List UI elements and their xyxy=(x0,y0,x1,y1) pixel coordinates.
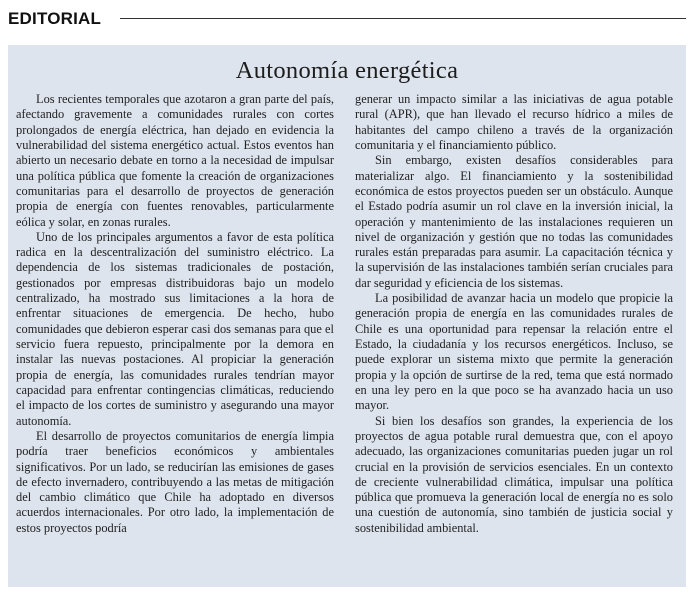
paragraph: Los recientes temporales que azotaron a gran parte del país, afectando gravemente a comunidades rurales con cortes prolongados de energía eléctrica, han dejado en evidencia la vulnerabilidad del sistema energético actual. Estos eventos han abierto un necesario debate en torno a la necesidad de impulsar una política pública que fomente la creación de organizaciones comunitarias para el desarrollo de proyectos de generación propia de energía con fuentes renovables, particularmente eólica y solar, en zonas rurales. xyxy=(16,92,334,229)
paragraph: El desarrollo de proyectos comunitarios de energía limpia podría traer beneficios económicos y ambientales significativos. Por un lado, se reducirían las emisiones de gases de efecto invernadero, contribuyendo a las metas de mitigación del cambio climático que Chile ha adoptado en diversos acuerdos internacionales. Por otro lado, la implementación de estos proyectos podría xyxy=(16,428,334,535)
left-column xyxy=(16,92,334,536)
right-column xyxy=(355,92,673,536)
section-rule xyxy=(120,18,686,19)
paragraph: La posibilidad de avanzar hacia un modelo que propicie la generación propia de energía en las comunidades rurales de Chile es una oportunidad para repensar la relación entre el Estado, la ciudadanía y los recursos energéticos. Incluso, se puede explorar un sistema mixto que permite la generación propia y la opción de surtirse de la red, tema que está normado en una ley pero en la que poco se ha avanzado hacia un uso mayor. xyxy=(355,291,673,413)
paragraph: Si bien los desafíos son grandes, la experiencia de los proyectos de agua potable rural demuestra que, con el apoyo adecuado, las organizaciones comunitarias pueden jugar un rol crucial en la provisión de servicios esenciales. En un contexto de creciente vulnerabilidad climática, impulsar una política pública que promueva la generación local de energía no es solo una cuestión de autonomía, sino también de justicia social y sostenibilidad ambiental. xyxy=(355,413,673,535)
editorial-panel xyxy=(8,45,686,587)
paragraph: Sin embargo, existen desafíos considerables para materializar algo. El financiamiento y la sostenibilidad económica de estos proyectos pueden ser un obstáculo. Aunque el Estado podría asumir un rol clave en la inversión inicial, la operación y mantenimiento de las instalaciones requieren un nivel de organización y gestión que no todas las comunidades rurales están preparadas para asumir. La capacitación técnica y la supervisión de las instalaciones también serían cruciales para dar seguridad y eficiencia de los sistemas. xyxy=(355,153,673,290)
headline: Autonomía energética xyxy=(235,57,459,84)
section-label: EDITORIAL xyxy=(8,9,102,28)
paragraph-continuation: generar un impacto similar a las iniciativas de agua potable rural (APR), que han llevado el recurso hídrico a miles de habitantes del campo chileno a través de la organización comunitaria y el financiamiento público. xyxy=(355,92,673,152)
section-header xyxy=(8,9,686,31)
paragraph: Uno de los principales argumentos a favor de esta política radica en la descentralización del suministro eléctrico. La dependencia de los sistemas tradicionales de postación, gestionados por empresas distribuidoras bajo un modelo centralizado, ha mostrado sus limitaciones a la hora de enfrentar situaciones de emergencia. De hecho, hubo comunidades que debieron esperar casi dos semanas para que el servicio fuera repuesto, principalmente por la demora en instalar las nuevas postaciones. Al propiciar la generación propia de energía, las comunidades rurales tendrían mayor capacidad para enfrentar contingencias climáticas, reduciendo el impacto de los cortes de suministro y asegurando una mayor autonomía. xyxy=(16,229,334,428)
